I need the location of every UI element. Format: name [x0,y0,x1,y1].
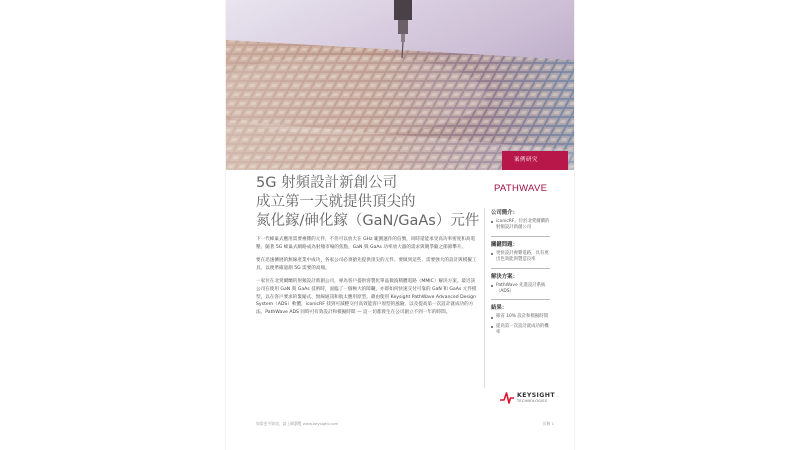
keysight-sub: TECHNOLOGIES [517,399,548,404]
keysight-name: KEYSIGHT [517,391,555,399]
case-study-tag: 案例研究 [502,151,568,170]
pathwave-logo: PATHWAVE [494,183,548,194]
wafer-probe-photo [226,0,574,170]
hero-image [226,0,574,170]
sidebar-heading-problem: 關鍵問題： [491,236,550,248]
page-number: 頁數 1 [542,421,554,426]
sidebar-item: PathWave 先進設計系統（ADS） [491,283,550,296]
keysight-wave-icon [500,392,514,404]
keysight-logo [500,390,555,406]
sidebar-item: 更快設計複雜電路，具有更出色效能與製造良率 [491,251,550,264]
body-paragraph: 下一代蜂巢式應用需要複雜的元件，不但可以放大在 GHz 範圍運作的信號，同時還能承受高功率密度和高電壓。隨著 5G 蜂巢式網路成為射頻市場的焦點，GaN 與 GaAs 功率放大器的需求與競爭隨之節節攀升。 [256,237,476,250]
body-paragraph: 要在迅速擴展的無線產業中成功，各家公司必須搶先提供頂尖的元件。要做到這些，需要強大的設計與模擬工具，以便準確量測 5G 需要的高頻。 [256,258,477,271]
sidebar-item: iconicRF，位於北愛爾蘭的射頻設計新創公司 [491,219,550,232]
body-paragraph: 一家位在北愛爾蘭的射頻設計新創公司，專為客戶提供客製化單晶微波積體電路（MMIC）解決方案。最近該公司在使用 GaN 與 GaAs 技術時，面臨了一個極大的障礙，亦即如何快速交付可靠的 GaN 和 GaAs 元件模型，以在客戶要求的緊縮式、無線通訊和航太應用原型。藉由使用 Keysight PathWave Advanced Design System（ADS）軟體，iconicRF 找到可減輕交付高效能客戶原型的風險，以及提高第一次設計就成功的方法。PathWave ADS 同時可有效設計和模擬時間 — 這一切都發生在公司創立不到一年的時間。 [256,279,477,315]
sidebar-heading-company: 公司簡介： [491,210,518,216]
title-line: 成立第一天就提供頂尖的 [256,194,416,210]
title-line: 氮化鎵/砷化鎵（GaN/GaAs）元件 [256,213,480,229]
sidebar-heading-results: 結果： [491,299,550,311]
sidebar-heading-solution: 解決方案： [491,268,550,280]
document-page [226,0,574,450]
body-text [256,236,477,322]
sidebar-item: 節省 10% 設計和模擬時間 [491,314,550,320]
page-title [256,174,496,231]
footer-info: 如需更多資訊，請上網瀏覽 www.keysight.com [256,421,339,426]
sidebar-item: 提高第一次設計就成功的機率 [491,324,550,337]
title-line: 5G 射頻設計新創公司 [256,175,398,191]
summary-sidebar [484,208,550,388]
